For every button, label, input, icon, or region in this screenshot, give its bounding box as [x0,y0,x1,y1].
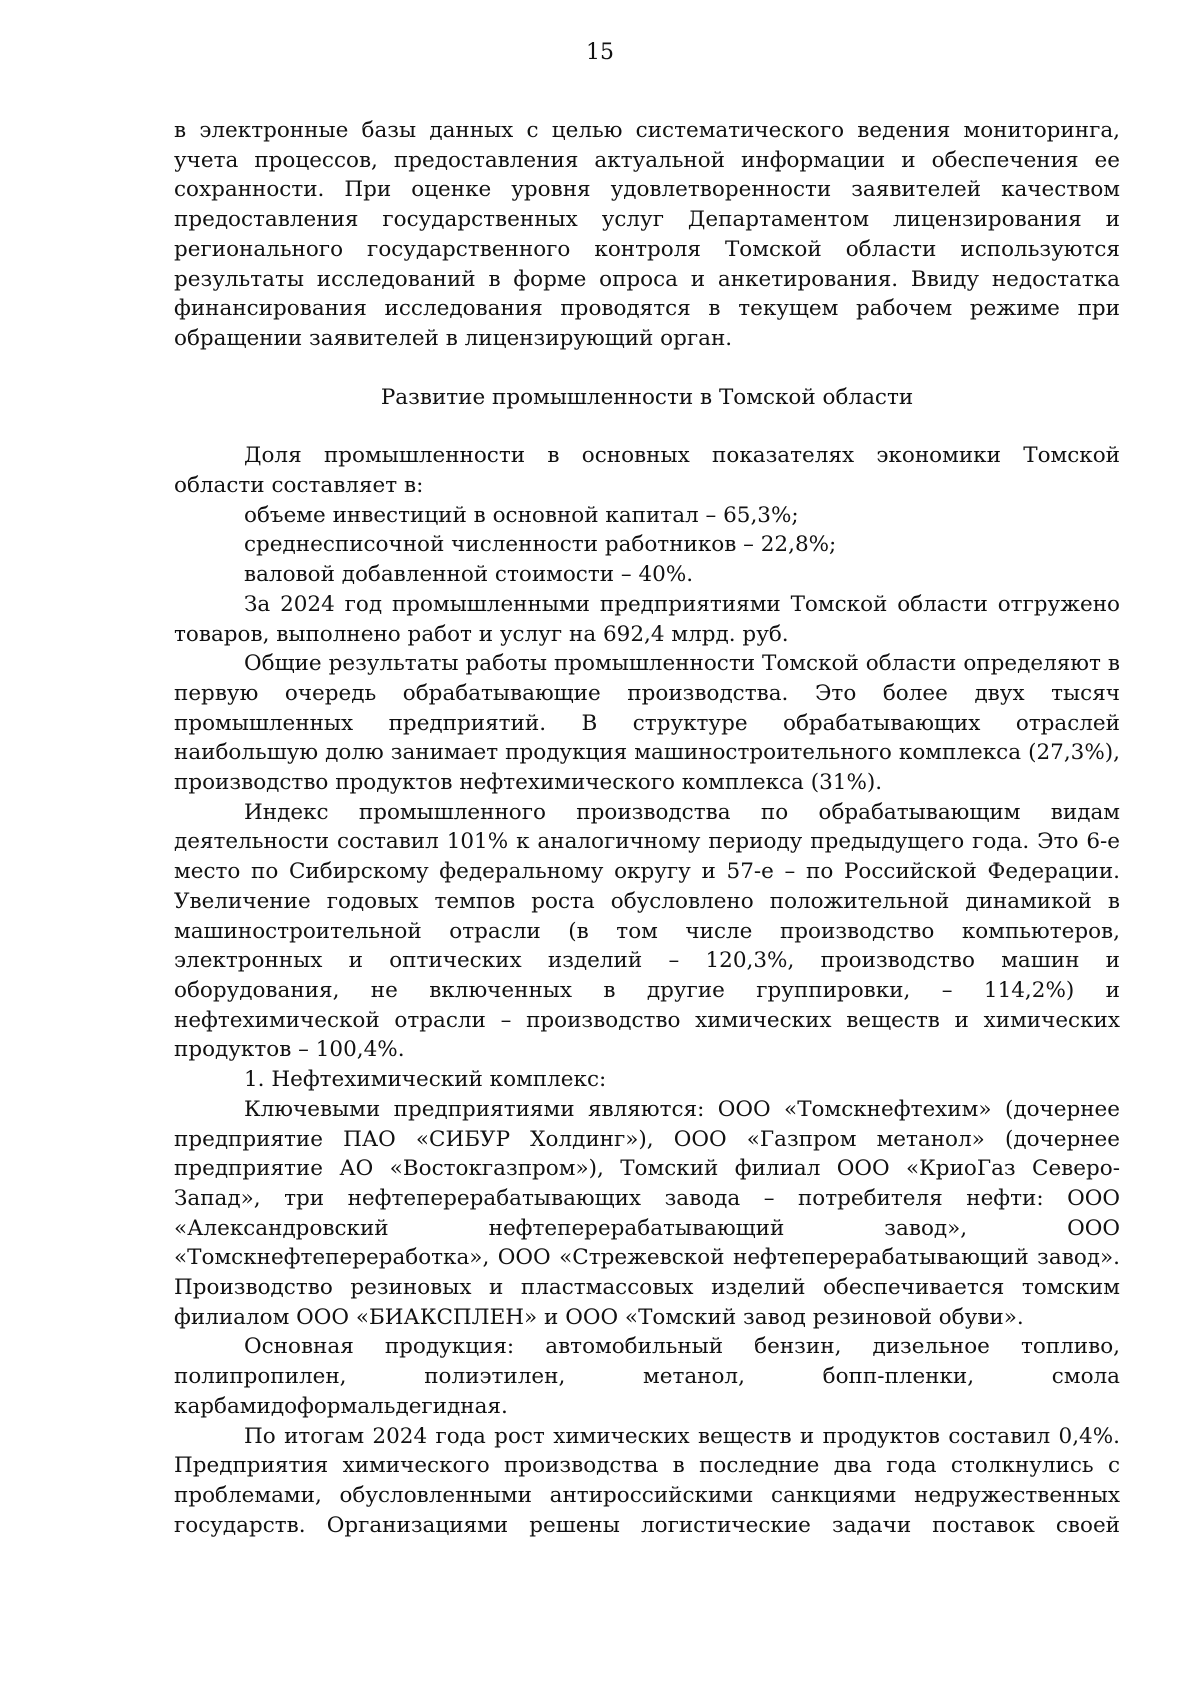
paragraph-main-products: Основная продукция: автомобильный бензин, дизельное топливо, полипропилен, полиэтилен, метанол, бопп-пленки, смола карбамидоформальдегидная. [174,1334,1120,1419]
section-heading: Развитие промышленности в Томской области [380,384,914,410]
page-number: 15 [586,40,614,65]
share-item-investment: объеме инвестиций в основной капитал – 65,3%; [244,502,799,528]
paragraph-manufacturing-results: Общие результаты работы промышленности Томской области определяют в первую очередь обрабатывающие производства. Это более двух тысяч промышленных предприятий. В структуре обрабатывающих отраслей наибольшую долю занимает продукция машиностроительного комплекса (27,3%), производство продуктов нефтехимического комплекса (31%). [174,651,1120,796]
continuation-paragraph: в электронные базы данных с целью систематического ведения мониторинга, учета процессов, предоставления актуальной информации и обеспечения ее сохранности. При оценке уровня удовлетворенности заявителей качеством предоставления государственных услуг Департаментом лицензирования и регионального государственного контроля Томской области используются результаты исследований в форме опроса и анкетирования. Ввиду недостатка финансирования исследования проводятся в текущем рабочем режиме при обращении заявителей в лицензирующий орган. [174,118,1120,351]
paragraph-shipments: За 2024 год промышленными предприятиями Томской области отгружено товаров, выполнено работ и услуг на 692,4 млрд. руб. [174,591,1120,647]
paragraph-key-enterprises: Ключевыми предприятиями являются: ООО «Томскнефтехим» (дочернее предприятие ПАО «СИБУР Холдинг»), ООО «Газпром метанол» (дочернее предприятие АО «Востокгазпром»), Томский филиал ООО «КриоГаз Северо-Запад», три нефтеперерабатывающих завода – потребителя нефти: ООО «Александровский нефтеперерабатывающий завод», ООО «Томскнефтепереработка», ООО «Стрежевской нефтеперерабатывающий завод». Производство резиновых и пластмассовых изделий обеспечивается томским филиалом ООО «БИАКСПЛЕН» и ООО «Томский завод резиновой обуви». [174,1096,1120,1330]
paragraph-petrochemical-heading: 1. Нефтехимический комплекс: [244,1067,607,1093]
share-item-employees: среднесписочной численности работников – 22,8%; [244,532,837,558]
paragraph-chemical-growth: По итогам 2024 года рост химических веществ и продуктов составил 0,4%. Предприятия химического производства в последние два года столкнулись с проблемами, обусловленными антироссийскими санкциями недружественных государств. Организациями решены логистические задачи поставок своей [174,1423,1120,1538]
share-item-value-added: валовой добавленной стоимости – 40%. [244,562,694,588]
document-body [174,116,1120,1540]
share-intro-paragraph: Доля промышленности в основных показателях экономики Томской области составляет в: [174,443,1120,499]
paragraph-production-index: Индекс промышленного производства по обрабатывающим видам деятельности составил 101% к аналогичному периоду предыдущего года. Это 6-е место по Сибирскому федеральному округу и 57-е – по Российской Федерации. Увеличение годовых темпов роста обусловлено положительной динамикой в машиностроительной отрасли (в том числе производство компьютеров, электронных и оптических изделий – 120,3%, производство машин и оборудования, не включенных в другие группировки, – 114,2%) и нефтехимической отрасли – производство химических веществ и химических продуктов – 100,4%. [174,799,1120,1063]
